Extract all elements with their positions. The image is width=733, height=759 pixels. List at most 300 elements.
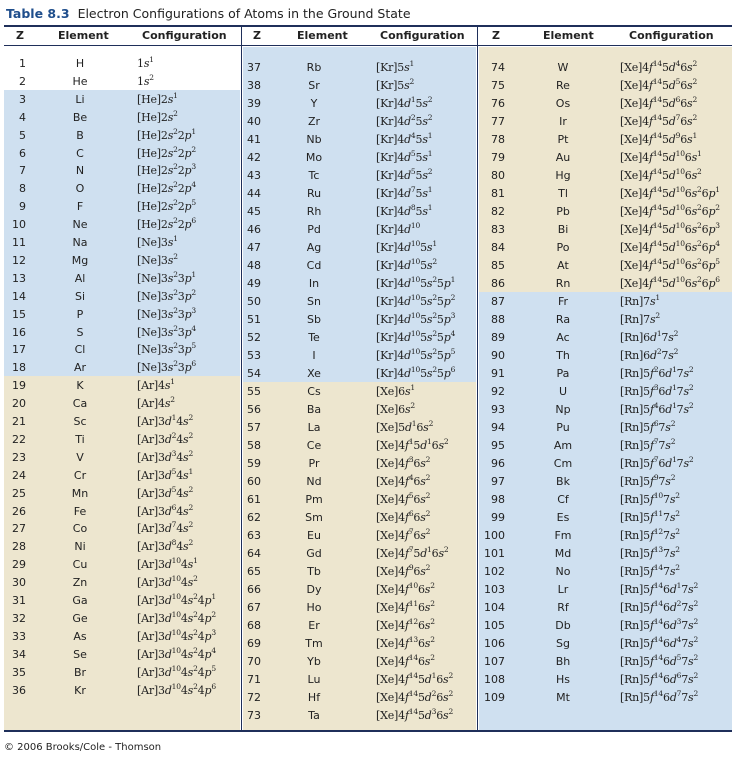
- electron-configuration: $[Rn]5f^{14}6d^67s^2$: [620, 671, 699, 686]
- electron-configuration: $[Rn]6d^27s^2$: [620, 347, 679, 362]
- table-row: [4, 538, 240, 556]
- element-symbol: Ge: [72, 611, 88, 625]
- table-row: [479, 419, 732, 437]
- electron-configuration: $[Ar]3d^{10}4s^2$: [137, 574, 198, 590]
- table-row: [479, 329, 732, 347]
- electron-configuration: $[Kr]4d^55s^1$: [376, 149, 433, 164]
- atomic-number: 103: [484, 583, 505, 596]
- electron-configuration: $[Rn]5f^97s^2$: [620, 473, 676, 488]
- table-row: [4, 306, 240, 324]
- atomic-number: 72: [247, 691, 261, 704]
- atomic-number: 27: [12, 522, 26, 536]
- table-row: [479, 617, 732, 635]
- electron-configuration: $[Ne]3s^2$: [137, 251, 178, 267]
- atomic-number: 91: [491, 367, 505, 380]
- atomic-number: 79: [491, 151, 505, 164]
- element-symbol: Se: [73, 647, 87, 661]
- electron-configuration: $[Ar]3d^{10}4s^1$: [137, 556, 198, 572]
- table-row: [4, 431, 240, 449]
- atomic-number: 3: [19, 92, 26, 106]
- element-symbol: Bh: [555, 655, 571, 668]
- atomic-number: 53: [247, 349, 261, 362]
- table-row: [4, 503, 240, 521]
- element-symbol: Ir: [559, 115, 567, 128]
- table-row: [4, 485, 240, 503]
- atomic-number: 48: [247, 259, 261, 272]
- copyright-notice: © 2006 Brooks/Cole - Thomson: [4, 742, 162, 753]
- element-symbol: In: [308, 277, 320, 290]
- element-symbol: Sg: [556, 637, 570, 650]
- electron-configuration: $[Ar]3d^74s^2$: [137, 520, 194, 536]
- electron-configuration: $[Xe]4f^{14}5d^{10}6s^26p^4$: [620, 239, 720, 254]
- element-symbol: Rb: [306, 61, 322, 74]
- element-symbol: Ra: [555, 313, 571, 326]
- atomic-number: 55: [247, 385, 261, 398]
- electron-configuration: $[Xe]4f^{14}5d^{10}6s^1$: [620, 149, 702, 164]
- table-row: [4, 395, 240, 413]
- electron-configuration: $[Ar]4s^2$: [137, 395, 175, 411]
- electron-configuration: $[Xe]6s^1$: [376, 383, 415, 398]
- element-symbol: Yb: [307, 655, 321, 668]
- table-number: Table 8.3: [6, 6, 70, 21]
- electron-configuration: $[Rn]7s^2$: [620, 311, 660, 326]
- table-caption: Electron Configurations of Atoms in the Ground State: [77, 6, 411, 21]
- element-symbol: Fe: [73, 504, 87, 518]
- element-symbol: Th: [556, 349, 570, 362]
- table-row: [243, 527, 476, 545]
- electron-configuration: $[Xe]4f^96s^2$: [376, 563, 431, 578]
- table-row: [4, 646, 240, 664]
- electron-configuration: $[Xe]6s^2$: [376, 401, 415, 416]
- element-symbol: Po: [556, 241, 570, 254]
- column-divider: [241, 26, 242, 730]
- element-symbol: Sc: [73, 415, 87, 428]
- electron-configuration: $[Kr]4d^{10}5s^2$: [376, 257, 437, 272]
- element-symbol: Pm: [305, 493, 323, 506]
- element-symbol: Cu: [72, 558, 88, 572]
- electron-configuration: $[Kr]4d^{10}5s^25p^1$: [376, 275, 456, 290]
- element-symbol: Xe: [307, 367, 321, 380]
- element-symbol: Fr: [557, 295, 569, 308]
- element-symbol: Al: [74, 271, 86, 285]
- table-row: [4, 628, 240, 646]
- table-row: [4, 377, 240, 395]
- table-row: [243, 617, 476, 635]
- element-symbol: Na: [72, 236, 88, 249]
- element-symbol: Cd: [306, 259, 322, 272]
- header-z: Z: [16, 29, 24, 42]
- electron-configuration: $[Rn]5f^{14}6d^47s^2$: [620, 635, 699, 650]
- atomic-number: 39: [247, 97, 261, 110]
- element-symbol: V: [76, 450, 84, 464]
- element-symbol: Db: [555, 619, 571, 632]
- electron-configuration: $[Kr]4d^45s^1$: [376, 131, 433, 146]
- table-row: [243, 347, 476, 365]
- atomic-number: 102: [484, 565, 505, 578]
- header-element: Element: [543, 29, 594, 42]
- element-symbol: Re: [556, 79, 570, 92]
- table-row: [4, 145, 240, 163]
- table-row: [479, 527, 732, 545]
- element-symbol: Bi: [557, 223, 569, 236]
- element-symbol: Nb: [306, 133, 322, 146]
- atomic-number: 47: [247, 241, 261, 254]
- atomic-number: 15: [12, 307, 26, 321]
- atomic-number: 43: [247, 169, 261, 182]
- table-row: [479, 689, 732, 707]
- element-symbol: As: [73, 629, 87, 643]
- atomic-number: 109: [484, 691, 505, 704]
- element-symbol: Ru: [306, 187, 322, 200]
- electron-configuration: $[Xe]5d^16s^2$: [376, 419, 434, 434]
- atomic-number: 2: [19, 74, 26, 88]
- atomic-number: 46: [247, 223, 261, 236]
- element-symbol: Rf: [557, 601, 569, 614]
- element-symbol: Te: [308, 331, 320, 344]
- electron-configuration: $[Ne]3s^23p^2$: [137, 287, 196, 303]
- atomic-number: 4: [19, 110, 26, 124]
- element-symbol: Zr: [307, 115, 321, 128]
- electron-configuration: $[Rn]5f^{10}7s^2$: [620, 491, 680, 506]
- table-row: [243, 167, 476, 185]
- electron-configuration: $[Ar]3d^{10}4s^24p^4$: [137, 645, 216, 661]
- electron-configuration: $[Xe]4f^36s^2$: [376, 455, 431, 470]
- atomic-number: 36: [12, 683, 26, 697]
- atomic-number: 22: [12, 432, 26, 446]
- electron-configuration: $[Ar]3d^84s^2$: [137, 538, 194, 554]
- element-symbol: U: [558, 385, 568, 398]
- electron-configuration: $[Xe]4f^46s^2$: [376, 473, 431, 488]
- header-z: Z: [253, 29, 261, 42]
- electron-configuration: $[Kr]4d^55s^2$: [376, 167, 433, 182]
- element-symbol: Si: [74, 289, 86, 303]
- electron-configuration: $[Rn]5f^77s^2$: [620, 437, 676, 452]
- electron-configuration: $[Rn]5f^{14}6d^17s^2$: [620, 581, 699, 596]
- atomic-number: 99: [491, 511, 505, 524]
- electron-configuration: $[Ar]4s^1$: [137, 377, 175, 393]
- atomic-number: 75: [491, 79, 505, 92]
- electron-configuration: $[Xe]4f^{11}6s^2$: [376, 599, 435, 614]
- electron-configuration: $[Ne]3s^23p^5$: [137, 341, 196, 357]
- atomic-number: 10: [12, 218, 26, 232]
- table-row: [479, 581, 732, 599]
- table-row: [479, 149, 732, 167]
- atomic-number: 58: [247, 439, 261, 452]
- table-row: [4, 216, 240, 234]
- table-row: [479, 437, 732, 455]
- element-symbol: Es: [556, 511, 570, 524]
- table-row: [479, 131, 732, 149]
- table-row: [243, 59, 476, 77]
- element-symbol: Gd: [306, 547, 322, 560]
- atomic-number: 106: [484, 637, 505, 650]
- table-row: [4, 682, 240, 700]
- element-symbol: Ni: [74, 540, 86, 554]
- atomic-number: 11: [12, 236, 26, 249]
- table-row: [243, 491, 476, 509]
- header-rule: [4, 45, 732, 46]
- atomic-number: 88: [491, 313, 505, 326]
- element-symbol: Ga: [72, 594, 88, 607]
- element-symbol: Rn: [555, 277, 571, 290]
- element-symbol: No: [555, 565, 571, 578]
- table-row: [4, 574, 240, 592]
- electron-configuration: $[Ne]3s^23p^3$: [137, 305, 196, 321]
- electron-configuration: $[He]2s^2$: [137, 108, 178, 124]
- table-row: [243, 131, 476, 149]
- table-row: [243, 671, 476, 689]
- table-row: [243, 437, 476, 455]
- table-row: [479, 113, 732, 131]
- table-row: [4, 162, 240, 180]
- electron-configuration: $[Rn]6d^17s^2$: [620, 329, 679, 344]
- element-symbol: Ce: [306, 439, 322, 452]
- table-row: [243, 455, 476, 473]
- atomic-number: 1: [19, 57, 26, 70]
- element-symbol: C: [76, 146, 84, 160]
- atomic-number: 105: [484, 619, 505, 632]
- top-rule: [4, 25, 732, 27]
- atomic-number: 50: [247, 295, 261, 308]
- table-row: [479, 509, 732, 527]
- atomic-number: 32: [12, 611, 26, 625]
- table-row: [4, 288, 240, 306]
- element-symbol: Rh: [306, 205, 322, 218]
- element-symbol: Dy: [306, 583, 322, 596]
- table-row: [4, 359, 240, 377]
- electron-configuration: $[Xe]4f^{14}5d^36s^2$: [376, 707, 454, 722]
- electron-configuration: $[Rn]5f^46d^17s^2$: [620, 401, 694, 416]
- element-symbol: Sn: [307, 295, 321, 308]
- electron-configuration: $[Xe]4f^{14}5d^76s^2$: [620, 113, 698, 128]
- table-row: [479, 311, 732, 329]
- element-symbol: Hs: [555, 673, 570, 686]
- electron-configuration: $[Xe]4f^56s^2$: [376, 491, 431, 506]
- atomic-number: 19: [12, 379, 26, 393]
- element-symbol: Tb: [307, 565, 321, 578]
- element-symbol: N: [75, 164, 85, 178]
- electron-configuration: $[Rn]5f^{14}6d^57s^2$: [620, 653, 699, 668]
- atomic-number: 63: [247, 529, 261, 542]
- electron-configuration: $[Ar]3d^{10}4s^24p^3$: [137, 627, 216, 643]
- atomic-number: 78: [491, 133, 505, 146]
- header-element: Element: [58, 29, 109, 42]
- table-row: [479, 77, 732, 95]
- atomic-number: 7: [19, 164, 26, 178]
- electron-configuration: $[Kr]4d^{10}5s^25p^3$: [376, 311, 456, 326]
- element-symbol: Pa: [556, 367, 570, 380]
- table-row: [243, 365, 476, 383]
- table-row: [243, 581, 476, 599]
- atomic-number: 61: [247, 493, 261, 506]
- bottom-rule: [4, 730, 732, 732]
- electron-configuration: $[Ne]3s^23p^6$: [137, 359, 196, 375]
- atomic-number: 17: [12, 343, 26, 357]
- atomic-number: 66: [247, 583, 261, 596]
- table-row: [4, 664, 240, 682]
- electron-configuration: $[Rn]5f^{11}7s^2$: [620, 509, 680, 524]
- electron-configuration: $[Xe]4f^{14}5d^66s^2$: [620, 95, 698, 110]
- electron-configuration: $[Kr]4d^{10}5s^25p^5$: [376, 347, 456, 362]
- atomic-number: 30: [12, 576, 26, 590]
- table-row: [4, 109, 240, 127]
- element-symbol: Pb: [556, 205, 570, 218]
- element-symbol: H: [75, 57, 85, 70]
- table-row: [243, 221, 476, 239]
- table-row: [4, 413, 240, 431]
- element-symbol: Ac: [556, 331, 570, 344]
- element-symbol: Ne: [72, 218, 88, 232]
- table-title: [6, 4, 411, 24]
- electron-configuration: $[Ar]3d^54s^1$: [137, 466, 194, 482]
- atomic-number: 68: [247, 619, 261, 632]
- element-symbol: He: [72, 74, 88, 88]
- table-row: [479, 59, 732, 77]
- atomic-number: 49: [247, 277, 261, 290]
- element-symbol: Hf: [307, 691, 321, 704]
- atomic-number: 86: [491, 277, 505, 290]
- atomic-number: 8: [19, 182, 26, 196]
- atomic-number: 82: [491, 205, 505, 218]
- atomic-number: 87: [491, 295, 505, 308]
- electron-configuration: $[Kr]4d^{10}5s^1$: [376, 239, 437, 254]
- electron-configuration: $[Kr]4d^{10}5s^25p^6$: [376, 365, 456, 380]
- table-row: [4, 556, 240, 574]
- electron-configuration: $[Xe]4f^{14}5d^{10}6s^26p^5$: [620, 257, 720, 272]
- atomic-number: 57: [247, 421, 261, 434]
- atomic-number: 80: [491, 169, 505, 182]
- element-symbol: Lr: [557, 583, 569, 596]
- electron-configuration: $[Ar]3d^24s^2$: [137, 430, 194, 446]
- atomic-number: 70: [247, 655, 261, 668]
- electron-configuration: $[Xe]4f^{14}5d^{10}6s^26p^2$: [620, 203, 720, 218]
- table-row: [243, 707, 476, 725]
- electron-configuration: $[Xe]4f^{14}5d^56s^2$: [620, 77, 698, 92]
- element-symbol: La: [307, 421, 321, 434]
- electron-configuration: $[Kr]5s^2$: [376, 77, 415, 92]
- atomic-number: 73: [247, 709, 261, 722]
- electron-configuration: $[He]2s^22p^6$: [137, 216, 196, 232]
- table-row: [479, 293, 732, 311]
- atomic-number: 74: [491, 61, 505, 74]
- table-row: [4, 610, 240, 628]
- atomic-number: 51: [247, 313, 261, 326]
- element-symbol: Nd: [306, 475, 322, 488]
- table-row: [243, 311, 476, 329]
- electron-configuration: $[He]2s^22p^3$: [137, 162, 196, 178]
- table-row: [243, 419, 476, 437]
- table-row: [4, 467, 240, 485]
- table-row: [243, 509, 476, 527]
- atomic-number: 100: [484, 529, 505, 542]
- atomic-number: 44: [247, 187, 261, 200]
- atomic-number: 38: [247, 79, 261, 92]
- element-symbol: I: [312, 349, 316, 362]
- atomic-number: 34: [12, 647, 26, 661]
- element-symbol: Cf: [557, 493, 569, 506]
- element-symbol: Eu: [307, 529, 321, 542]
- element-symbol: B: [76, 128, 84, 142]
- electron-configuration: $[Rn]7s^1$: [620, 293, 660, 308]
- element-symbol: Be: [72, 110, 88, 124]
- electron-configuration: $[Rn]5f^26d^17s^2$: [620, 365, 694, 380]
- table-row: [4, 234, 240, 252]
- header-configuration: Configuration: [380, 29, 465, 42]
- element-symbol: Cs: [307, 385, 321, 398]
- table-row: [243, 545, 476, 563]
- atomic-number: 37: [247, 61, 261, 74]
- element-symbol: Mo: [305, 151, 323, 164]
- table-row: [479, 545, 732, 563]
- electron-configuration: $[Xe]4f^{14}5d^96s^1$: [620, 131, 698, 146]
- electron-configuration: $[He]2s^22p^2$: [137, 144, 196, 160]
- atomic-number: 13: [12, 271, 26, 285]
- table-row: [243, 293, 476, 311]
- table-row: [243, 329, 476, 347]
- atomic-number: 97: [491, 475, 505, 488]
- atomic-number: 59: [247, 457, 261, 470]
- electron-configuration: $[Rn]5f^67s^2$: [620, 419, 676, 434]
- atomic-number: 64: [247, 547, 261, 560]
- element-symbol: W: [557, 61, 569, 74]
- electron-configuration: $[Ar]3d^{10}4s^24p^5$: [137, 663, 216, 679]
- table-row: [4, 91, 240, 109]
- table-row: [479, 239, 732, 257]
- atomic-number: 20: [12, 397, 26, 411]
- table-row: [243, 689, 476, 707]
- table-row: [4, 270, 240, 288]
- element-symbol: Ta: [308, 709, 320, 722]
- electron-configuration: $[Xe]4f^{14}6s^2$: [376, 653, 435, 668]
- electron-configuration: $[Ar]3d^{10}4s^24p^6$: [137, 681, 216, 697]
- atomic-number: 54: [247, 367, 261, 380]
- element-symbol: Pt: [557, 133, 569, 146]
- table-row: [479, 635, 732, 653]
- atomic-number: 56: [247, 403, 261, 416]
- electron-configuration: $1s^1$: [137, 55, 154, 70]
- atomic-number: 96: [491, 457, 505, 470]
- element-symbol: P: [76, 307, 84, 321]
- table-row: [243, 383, 476, 401]
- table-row: [479, 671, 732, 689]
- electron-configuration: $[Xe]4f^66s^2$: [376, 509, 431, 524]
- atomic-number: 104: [484, 601, 505, 614]
- electron-configuration: $[Xe]4f^{14}5d^16s^2$: [376, 671, 454, 686]
- element-symbol: Cr: [73, 468, 87, 482]
- electron-configuration: $[Rn]5f^{14}6d^37s^2$: [620, 617, 699, 632]
- element-symbol: Sb: [307, 313, 321, 326]
- table-row: [4, 520, 240, 538]
- atomic-number: 42: [247, 151, 261, 164]
- electron-configuration: $[Ne]3s^1$: [137, 234, 178, 249]
- table-row: [479, 185, 732, 203]
- element-symbol: Kr: [74, 683, 86, 697]
- electron-configuration: $[Rn]5f^{14}6d^27s^2$: [620, 599, 699, 614]
- table-row: [243, 113, 476, 131]
- electron-configuration: $[He]2s^22p^5$: [137, 198, 196, 214]
- element-symbol: Ag: [306, 241, 322, 254]
- table-row: [243, 95, 476, 113]
- electron-configuration: $[Xe]4f^{14}5d^{10}6s^2$: [620, 167, 702, 182]
- table-row: [4, 127, 240, 145]
- table-row: [479, 95, 732, 113]
- atomic-number: 90: [491, 349, 505, 362]
- table-row: [479, 257, 732, 275]
- table-row: [243, 275, 476, 293]
- atomic-number: 81: [491, 187, 505, 200]
- element-symbol: Pr: [308, 457, 320, 470]
- atomic-number: 40: [247, 115, 261, 128]
